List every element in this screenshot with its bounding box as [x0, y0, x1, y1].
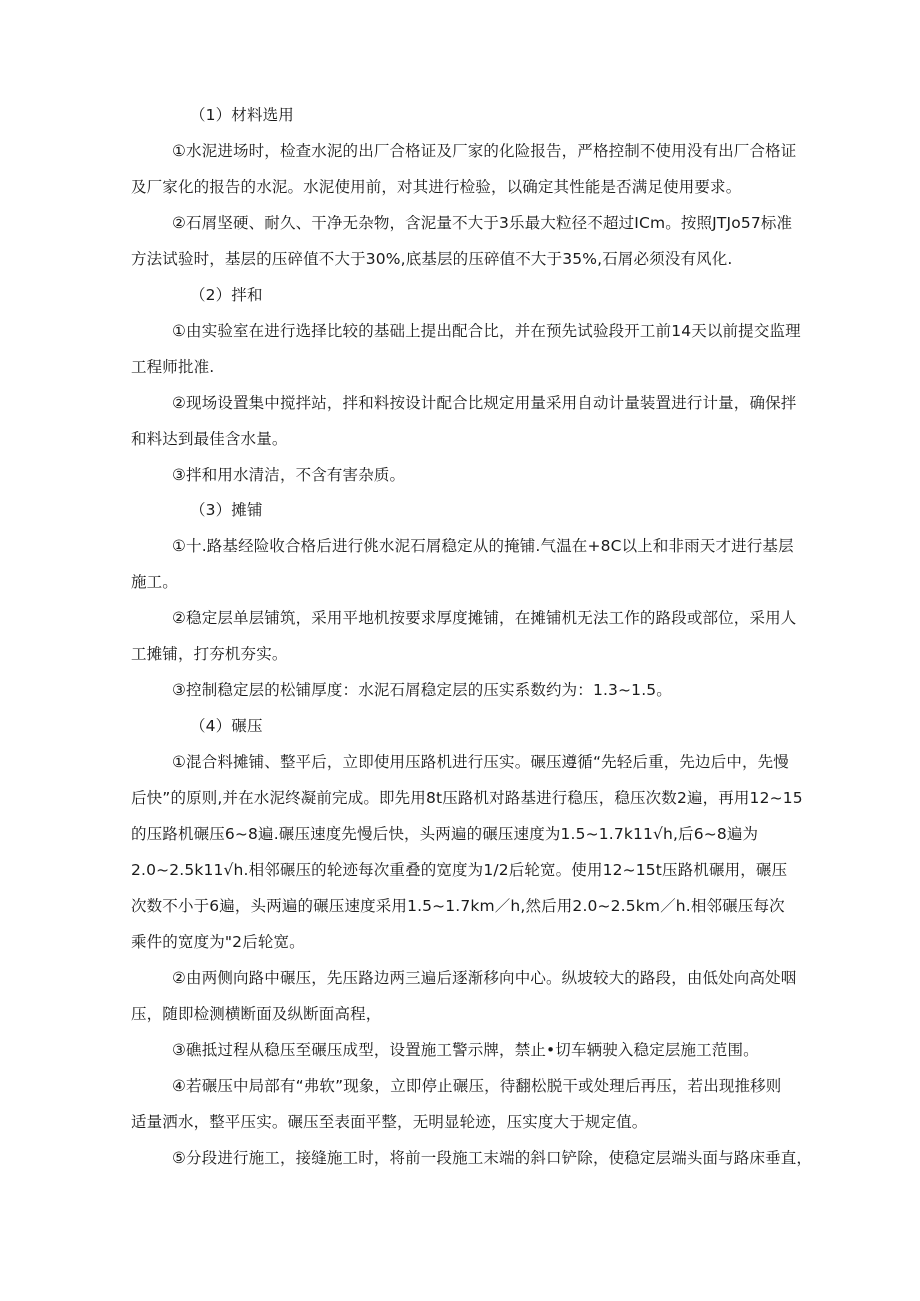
paragraph-line: ③控制稳定层的松铺厚度：水泥石屑稳定层的压实系数约为：1.3~1.5。 [172, 681, 672, 699]
paragraph-line: 压，随即检测横断面及纵断面高程， [131, 1005, 382, 1023]
paragraph-line: 方法试验时，基层的压碎值不大于30%,底基层的压碎值不大于35%,石屑必须没有风化. [131, 250, 733, 268]
section-heading-mixing: （2）拌和 [190, 286, 263, 304]
section-heading-paving: （3）摊铺 [190, 501, 263, 519]
paragraph-line: 次数不小于6遍，头两遍的碾压速度采用1.5~1.7km／h,然后用2.0~2.5km／h.相邻碾压每次 [131, 897, 785, 915]
paragraph-line: ①混合料摊铺、整平后，立即使用压路机进行压实。碾压遵循“先轻后重，先边后中，先慢 [172, 753, 789, 771]
paragraph-line: ①由实验室在进行选择比较的基础上提出配合比，并在预先试验段开工前14天以前提交监理 [172, 322, 801, 340]
paragraph-line: ①水泥进场时，检查水泥的出厂合格证及厂家的化险报告，严格控制不使用没有出厂合格证 [172, 142, 797, 160]
paragraph-line: 适量洒水，整平压实。碾压至表面平整，无明显轮迹，压实度大于规定值。 [131, 1113, 648, 1131]
paragraph-line: ②由两侧向路中碾压，先压路边两三遍后逐渐移向中心。纵坡较大的路段，由低处向高处咽 [172, 969, 797, 987]
paragraph-line: 工程师批准. [131, 358, 215, 376]
paragraph-line: ③拌和用水清洁，不含有害杂质。 [172, 466, 406, 484]
paragraph-line: 后快”的原则,并在水泥终凝前完成。即先用8t压路机对路基进行稳压，稳压次数2遍，再用12~15 [131, 789, 803, 807]
paragraph-line: ②稳定层单层铺筑，采用平地机按要求厚度摊铺，在摊铺机无法工作的路段或部位，采用人 [172, 609, 797, 627]
paragraph-line: 工摊铺，打夯机夯实。 [131, 645, 288, 663]
paragraph-line: ②石屑坚硬、耐久、干净无杂物，含泥量不大于3乐最大粒径不超过ICm。按照JTJo57标准 [172, 214, 793, 232]
paragraph-line: 乘件的宽度为"2后轮宽。 [131, 933, 305, 951]
paragraph-line: 和料达到最佳含水量。 [131, 430, 288, 448]
paragraph-line: ④若碾压中局部有“弗软”现象，立即停止碾压，待翻松脱干或处理后再压，若出现推移则 [172, 1077, 782, 1095]
paragraph-line: ①十.路基经险收合格后进行佻水泥石屑稳定从的掩铺.气温在+8C以上和非雨天才进行基层 [172, 537, 794, 555]
paragraph-line: ③礁抵过程从稳压至碾压成型，设置施工警示牌，禁止•切车辆驶入稳定层施工范围。 [172, 1041, 759, 1059]
paragraph-line: 的压路机碾压6~8遍.碾压速度先慢后快，头两遍的碾压速度为1.5~1.7k11√h,后6~8遍为 [131, 825, 759, 843]
paragraph-line: 及厂家化的报告的水泥。水泥使用前，对其进行检验，以确定其性能是否满足使用要求。 [131, 178, 742, 196]
section-heading-materials: （1）材料选用 [190, 106, 294, 124]
paragraph-line: 2.0~2.5k11√h.相邻碾压的轮迹每次重叠的宽度为1/2后轮宽。使用12~15t压路机碾用，碾压 [131, 861, 788, 879]
section-heading-compaction: （4）碾压 [190, 717, 263, 735]
paragraph-line: 施工。 [131, 573, 178, 591]
paragraph-line: ⑤分段进行施工，接缝施工时，将前一段施工末端的斜口铲除，使稳定层端头面与路床垂直， [172, 1149, 813, 1167]
paragraph-line: ②现场设置集中搅拌站，拌和料按设计配合比规定用量采用自动计量装置进行计量，确保拌 [172, 394, 797, 412]
